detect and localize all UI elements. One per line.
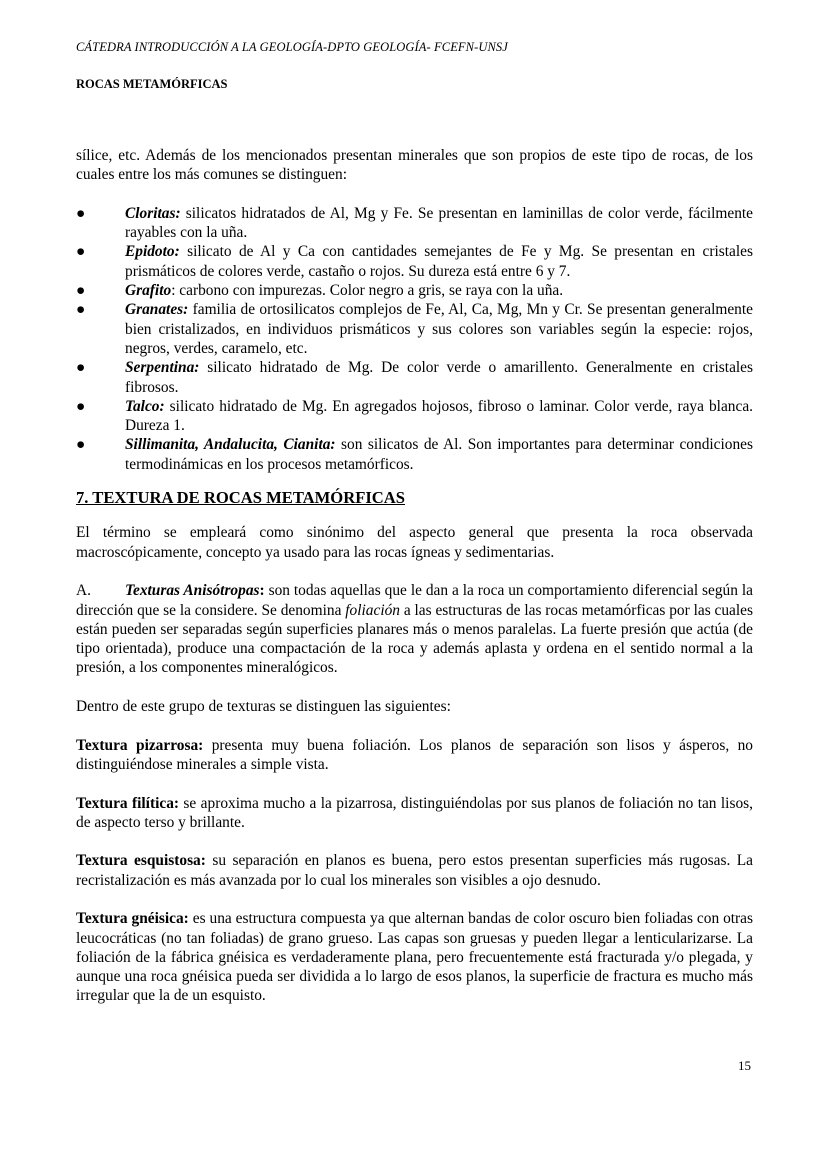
list-item-epidoto xyxy=(76,242,753,281)
bullet-icon: ● xyxy=(76,282,86,300)
list-item-grafito xyxy=(76,281,753,300)
anisotropic-term: Texturas Anisótropas xyxy=(125,582,260,600)
mineral-list xyxy=(76,204,753,474)
bullet-icon: ● xyxy=(76,243,86,261)
texture-gneisica-paragraph xyxy=(76,909,753,1005)
texture-description: presenta muy buena foliación. Los planos de separación son lisos y ásperos, no distinguiéndose minerales a simple vista. xyxy=(76,736,753,773)
texture-term: Textura esquistosa: xyxy=(76,852,206,870)
page-body xyxy=(76,146,753,1006)
texture-term: Textura filítica: xyxy=(76,794,180,812)
bullet-icon: ● xyxy=(76,204,86,222)
mineral-term: Granates: xyxy=(125,301,189,319)
mineral-description: silicato hidratado de Mg. De color verde o amarillento. Generalmente en cristales fibrosos. xyxy=(125,359,753,396)
texture-pizarrosa-paragraph xyxy=(76,736,753,775)
mineral-term: Cloritas: xyxy=(125,204,181,222)
bullet-icon: ● xyxy=(76,397,86,415)
texture-term: Textura pizarrosa: xyxy=(76,736,204,754)
mineral-description: son silicatos de Al. Son importantes para determinar condiciones termodinámicas en los procesos metamórficos. xyxy=(125,436,753,473)
mineral-term: Talco: xyxy=(125,397,165,415)
item-letter: A. xyxy=(76,582,91,600)
mineral-description: : carbono con impurezas. Color negro a gris, se raya con la uña. xyxy=(171,282,564,300)
texture-description: es una estructura compuesta ya que alternan bandas de color oscuro bien foliadas con otras leucocráticas (no tan foliadas) de grano grueso. Las capas son gruesas y pueden llegar a lenticularizarse. La foliación de la fábrica gnéisica es verdaderamente plana, pero frecuentemente está fracturada y/o plegada, y aunque una roca gnéisica pueda ser dividida a lo largo de esos planos, la superficie de fractura es mucho más irregular que la de un esquisto. xyxy=(76,910,753,1005)
group-intro-paragraph: Dentro de este grupo de texturas se distinguen las siguientes: xyxy=(76,698,451,716)
section-title: 7. TEXTURA DE ROCAS METAMÓRFICAS xyxy=(76,488,405,508)
bullet-icon: ● xyxy=(76,301,86,319)
anisotropic-text-1: son todas aquellas que le dan a la roca un comportamiento diferencial según la dirección que se la considere. Se denomina xyxy=(76,582,753,619)
texture-description: su separación en planos es buena, pero estos presentan superficies más rugosas. La recristalización es más avanzada por lo cual los minerales son visibles a ojo desnudo. xyxy=(76,852,753,889)
list-item-sillimanita xyxy=(76,435,753,474)
list-item-granates xyxy=(76,300,753,358)
anisotropic-textures-paragraph xyxy=(76,581,753,677)
bullet-icon: ● xyxy=(76,436,86,454)
mineral-description: familia de ortosilicatos complejos de Fe, Al, Ca, Mg, Mn y Cr. Se presentan generalmente bien cristalizados, en individuos prismáticos y sus colores son variables según la especie: rojos, negros, verdes, caramelo, etc. xyxy=(125,301,753,357)
mineral-description: silicato de Al y Ca con cantidades semejantes de Fe y Mg. Se presentan en cristales prismáticos de colores verde, castaño o rojos. Su dureza está entre 6 y 7. xyxy=(125,243,753,280)
list-item-serpentina xyxy=(76,358,753,397)
bullet-icon: ● xyxy=(76,359,86,377)
intro-paragraph: sílice, etc. Además de los mencionados presentan minerales que son propios de este tipo de rocas, de los cuales entre los más comunes se distinguen: xyxy=(76,147,753,184)
page-number: 15 xyxy=(738,1058,751,1073)
section-intro-paragraph: El término se empleará como sinónimo del aspecto general que presenta la roca observada macroscópicamente, concepto ya usado para las rocas ígneas y sedimentarias. xyxy=(76,524,753,561)
list-item-talco xyxy=(76,397,753,436)
mineral-term: Epidoto: xyxy=(125,243,180,261)
mineral-description: silicatos hidratados de Al, Mg y Fe. Se presentan en laminillas de color verde, fácilmente rayables con la uña. xyxy=(125,204,753,242)
anisotropic-text-2: a las estructuras de las rocas metamórficas por las cuales están pueden ser separadas según superficies planares más o menos paralelas. La fuerte presión que actúa (de tipo orientada), produce una compactación de la roca y además aplasta y ordena en el sentido normal a la presión, a los componentes mineralógicos. xyxy=(76,601,753,677)
mineral-term: Serpentina: xyxy=(125,359,200,377)
mineral-term: Grafito xyxy=(125,282,172,300)
texture-description: se aproxima mucho a la pizarrosa, distinguiéndolas por sus planos de foliación no tan lisos, de aspecto terso y brillante. xyxy=(76,794,753,831)
term-colon: : xyxy=(259,582,265,600)
running-header-topic: ROCAS METAMÓRFICAS xyxy=(76,77,228,91)
foliation-term: foliación xyxy=(345,601,400,619)
running-header-institution: CÁTEDRA INTRODUCCIÓN A LA GEOLOGÍA-DPTO GEOLOGÍA- FCEFN-UNSJ xyxy=(76,40,508,54)
texture-term: Textura gnéisica: xyxy=(76,910,189,928)
list-item-cloritas xyxy=(76,204,753,243)
texture-esquistosa-paragraph xyxy=(76,851,753,890)
mineral-term: Sillimanita, Andalucita, Cianita: xyxy=(125,436,336,454)
mineral-description: silicato hidratado de Mg. En agregados hojosos, fibroso o laminar. Color verde, raya blanca. Dureza 1. xyxy=(125,397,753,435)
texture-filitica-paragraph xyxy=(76,794,753,833)
